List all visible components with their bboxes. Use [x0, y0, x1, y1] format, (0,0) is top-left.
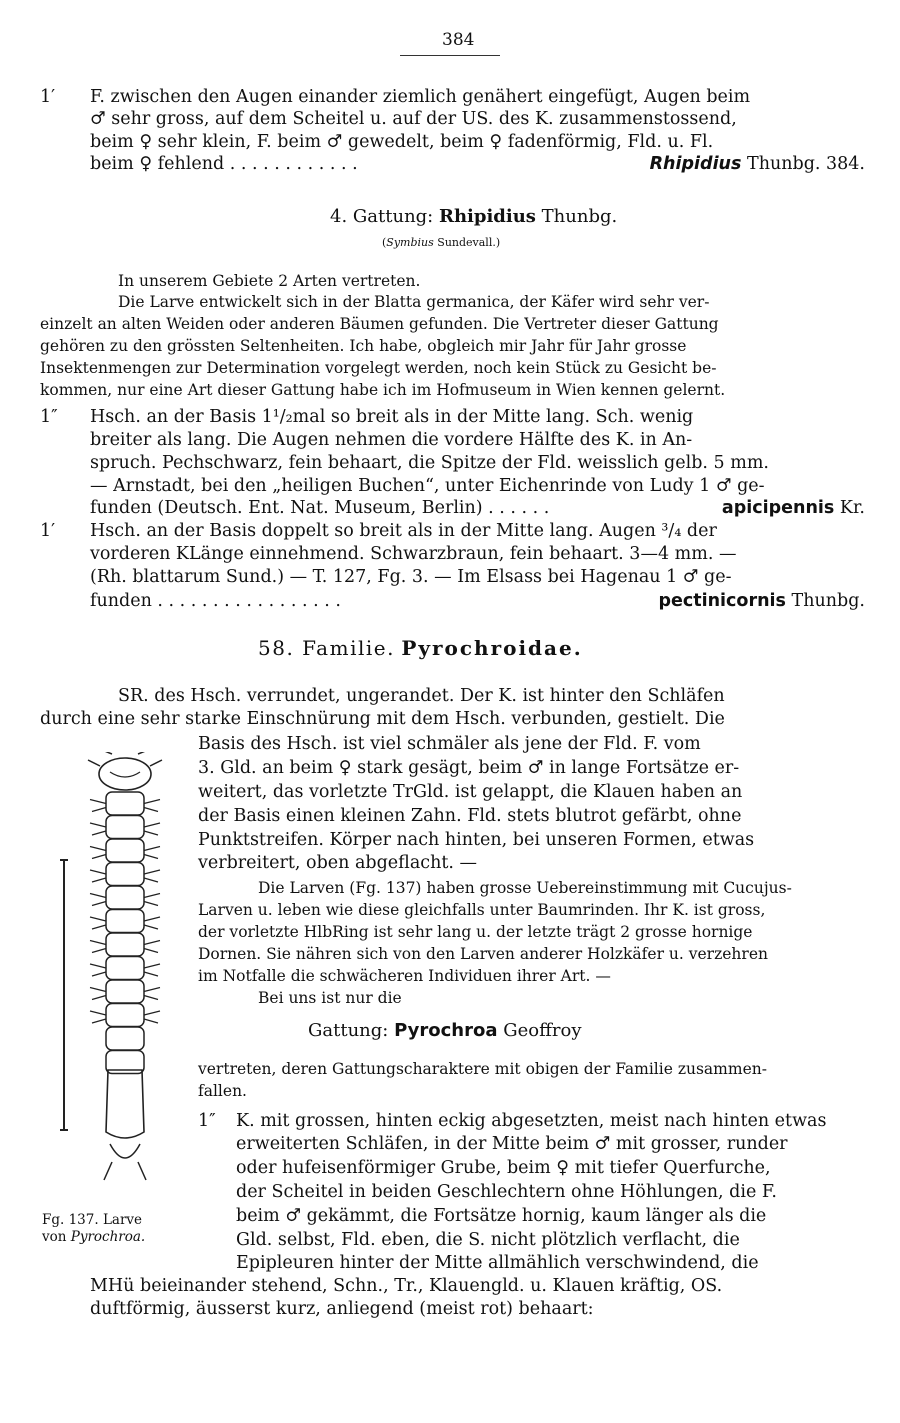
- key4-line-5: beim ♂ gekämmt, die Fortsätze hornig, kaum länger als die: [236, 1206, 767, 1226]
- larva-line-4: Dornen. Sie nähren sich von den Larven anderer Holzkäfer u. verzehren: [198, 945, 768, 963]
- key3-line-2: vorderen KLänge einnehmend. Schwarzbraun, fein behaart. 3—4 mm. —: [90, 544, 737, 564]
- larva-legs: [90, 870, 160, 882]
- key1-line-4-text: beim ♀ fehlend . . . . . . . . . . . .: [90, 154, 358, 174]
- key2-line-3: spruch. Pechschwarz, fein behaart, die Spitze der Fld. weisslich gelb. 5 mm.: [90, 453, 769, 473]
- larva-segment: [106, 1027, 144, 1050]
- family-desc-line-1: SR. des Hsch. verrundet, ungerandet. Der K. ist hinter den Schläfen: [118, 686, 725, 706]
- larva-segment: [106, 863, 144, 886]
- key3-number: 1′: [40, 521, 56, 541]
- synonym-name: Symbius: [386, 236, 434, 249]
- larva-line-3: der vorletzte HlbRing ist sehr lang u. der letzte trägt 2 grosse hornige: [198, 923, 753, 941]
- genus-synonym: [382, 232, 500, 254]
- larva-legs: [90, 941, 160, 953]
- key4-line-8: MHü beieinander stehend, Schn., Tr., Klauengld. u. Klauen kräftig, OS.: [90, 1276, 723, 1296]
- intro-line-3: einzelt an alten Weiden oder anderen Bäumen gefunden. Die Vertreter dieser Gattung: [40, 315, 719, 333]
- larva-segment: [106, 839, 144, 862]
- key2-line-1: Hsch. an der Basis 1¹/₂mal so breit als in der Mitte lang. Sch. wenig: [90, 407, 694, 427]
- intro-line-5: Insektenmengen zur Determination vorgelegt werden, noch kein Stück zu Gesicht be-: [40, 359, 717, 377]
- larva-legs: [90, 894, 160, 906]
- family-desc-line-5: weitert, das vorletzte TrGld. ist gelappt, die Klauen haben an: [198, 782, 743, 802]
- family-desc-line-6: der Basis einen kleinen Zahn. Fld. stets blutrot gefärbt, ohne: [198, 806, 742, 826]
- key1-line-1: F. zwischen den Augen einander ziemlich genähert eingefügt, Augen beim: [90, 87, 751, 107]
- key4-line-9: duftförmig, äusserst kurz, anliegend (meist rot) behaart:: [90, 1299, 594, 1319]
- family-heading: [258, 636, 583, 660]
- figure-caption-line-1: Fg. 137. Larve: [42, 1212, 143, 1228]
- intro-line-4: gehören zu den grössten Seltenheiten. Ich habe, obgleich mir Jahr für Jahr grosse: [40, 337, 687, 355]
- larva-segment: [106, 886, 144, 909]
- key3-line-1: Hsch. an der Basis doppelt so breit als in der Mitte lang. Augen ³/₄ der: [90, 521, 717, 541]
- family-desc-line-4: 3. Gld. an beim ♀ stark gesägt, beim ♂ in lange Fortsätze er-: [198, 758, 740, 778]
- key4-number: 1″: [198, 1111, 216, 1131]
- key2-line-2: breiter als lang. Die Augen nehmen die vordere Hälfte des K. in An-: [90, 430, 693, 450]
- intro-line-1: In unserem Gebiete 2 Arten vertreten.: [118, 272, 421, 290]
- intro-line-2: Die Larve entwickelt sich in der Blatta germanica, der Käfer wird sehr ver-: [118, 293, 710, 311]
- key1-author: Thunbg. 384.: [747, 154, 865, 174]
- key2-author: Kr.: [839, 498, 865, 518]
- synonym-author: Sundevall.): [437, 236, 501, 249]
- larva-segment: [106, 910, 144, 933]
- key4-line-1: K. mit grossen, hinten eckig abgesetzten, meist nach hinten etwas: [236, 1111, 827, 1131]
- larva-segment: [106, 816, 144, 839]
- key3-line-4: [90, 590, 865, 612]
- key2-line-5: [90, 497, 865, 519]
- larva-legs: [90, 964, 160, 976]
- family-desc-line-7: Punktstreifen. Körper nach hinten, bei unseren Formen, etwas: [198, 830, 755, 850]
- larva-line-5: im Notfalle die schwächeren Individuen ihrer Art. —: [198, 967, 611, 985]
- larva-legs: [90, 823, 160, 835]
- genus2-heading-prefix: Gattung:: [308, 1020, 389, 1041]
- figure-caption-line-2: [42, 1229, 202, 1246]
- key1-taxon: Rhipidius: [649, 154, 742, 174]
- key2-line-5-text: funden (Deutsch. Ent. Nat. Museum, Berlin) . . . . . .: [90, 498, 550, 518]
- family-heading-prefix: 58. Familie.: [258, 636, 395, 660]
- genus2-line-1: vertreten, deren Gattungscharaktere mit obigen der Familie zusammen-: [198, 1060, 767, 1078]
- key3-result: [658, 590, 865, 612]
- key3-line-3: (Rh. blattarum Sund.) — T. 127, Fg. 3. — Im Elsass bei Hagenau 1 ♂ ge-: [90, 567, 732, 587]
- genus-heading-name: Rhipidius: [438, 206, 536, 227]
- key1-line-2: ♂ sehr gross, auf dem Scheitel u. auf der US. des K. zusammenstossend,: [90, 109, 737, 129]
- key2-number: 1″: [40, 407, 58, 427]
- larva-segment: [106, 980, 144, 1003]
- figure-caption-taxon: Pyrochroa.: [70, 1229, 146, 1245]
- larva-segment: [106, 1004, 144, 1027]
- larva-line-1: Die Larven (Fg. 137) haben grosse Uebereinstimmung mit Cucujus-: [258, 879, 792, 897]
- larva-segment: [106, 957, 144, 980]
- larva-legs: [90, 847, 160, 859]
- genus-heading-author: Thunbg.: [541, 206, 618, 227]
- page-number: 384: [442, 30, 475, 50]
- intro-line-6: kommen, nur eine Art dieser Gattung habe ich im Hofmuseum in Wien kennen gelernt.: [40, 381, 726, 399]
- larva-line-6: Bei uns ist nur die: [258, 989, 402, 1007]
- key4-line-7: Epipleuren hinter der Mitte allmählich verschwindend, die: [236, 1253, 759, 1273]
- family-desc-line-3: Basis des Hsch. ist viel schmäler als jene der Fld. F. vom: [198, 734, 701, 754]
- key2-taxon: apicipennis: [721, 498, 835, 518]
- larva-segment: [106, 792, 144, 815]
- family-desc-line-2: durch eine sehr starke Einschnürung mit dem Hsch. verbunden, gestielt. Die: [40, 709, 725, 729]
- genus-heading: [330, 206, 617, 228]
- family-heading-name: Pyrochroidae.: [401, 636, 583, 660]
- genus2-line-2: fallen.: [198, 1082, 247, 1100]
- larva-legs: [90, 917, 160, 929]
- key3-taxon: pectinicornis: [658, 591, 786, 611]
- key3-author: Thunbg.: [791, 591, 865, 611]
- family-desc-line-8: verbreitert, oben abgeflacht. —: [198, 853, 478, 873]
- key1-line-4: [90, 153, 865, 175]
- key2-line-4: — Arnstadt, bei den „heiligen Buchen“, unter Eichenrinde von Ludy 1 ♂ ge-: [90, 476, 765, 496]
- key1-result: [650, 153, 865, 175]
- larva-line-2: Larven u. leben wie diese gleichfalls unter Baumrinden. Ihr K. ist gross,: [198, 901, 766, 919]
- key2-result: [722, 497, 865, 519]
- larva-legs: [90, 800, 160, 812]
- header-rule: [400, 55, 500, 56]
- key4-line-6: Gld. selbst, Fld. eben, die S. nicht plötzlich verflacht, die: [236, 1230, 740, 1250]
- larva-segment: [106, 933, 144, 956]
- key1-line-3: beim ♀ sehr klein, F. beim ♂ gewedelt, beim ♀ fadenförmig, Fld. u. Fl.: [90, 132, 714, 152]
- genus-heading-prefix: 4. Gattung:: [330, 206, 434, 227]
- larva-illustration: [60, 752, 190, 1192]
- key4-line-3: oder hufeisenförmiger Grube, beim ♀ mit tiefer Querfurche,: [236, 1158, 771, 1178]
- figure-caption-prefix: von: [42, 1229, 67, 1245]
- larva-legs: [90, 1011, 160, 1023]
- genus2-heading-name: Pyrochroa: [394, 1020, 498, 1041]
- larva-legs: [90, 988, 160, 1000]
- key4-line-4: der Scheitel in beiden Geschlechtern ohne Höhlungen, die F.: [236, 1182, 777, 1202]
- genus2-heading: [308, 1020, 582, 1042]
- key4-line-2: erweiterten Schläfen, in der Mitte beim ♂ mit grosser, runder: [236, 1134, 788, 1154]
- key1-number: 1′: [40, 87, 56, 107]
- genus2-heading-author: Geoffroy: [503, 1020, 582, 1041]
- key3-line-4-text: funden . . . . . . . . . . . . . . . . .: [90, 591, 341, 611]
- synonym-paren: (: [382, 236, 387, 249]
- figure-caption: [42, 1212, 202, 1246]
